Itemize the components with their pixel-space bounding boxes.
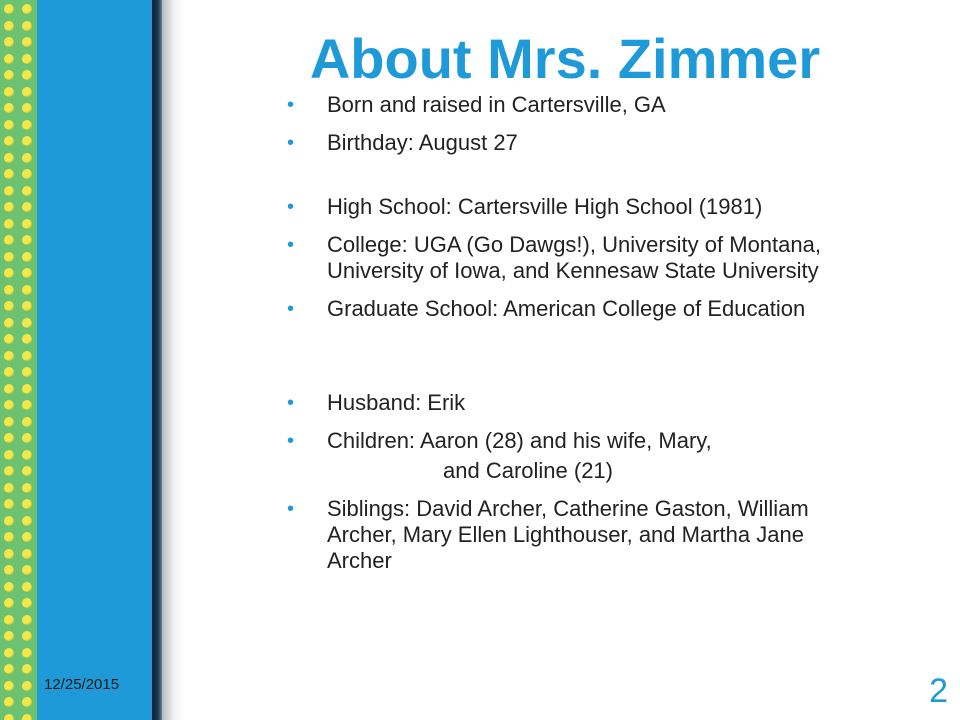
strip-dot [22,532,32,542]
strip-dot [4,648,14,658]
strip-dot [22,400,32,410]
children-continuation: and Caroline (21) [443,458,613,483]
strip-dot [22,367,32,377]
strip-dot [22,681,32,691]
slide-number: 2 [929,672,948,710]
strip-dot [22,70,32,80]
strip-dot [4,285,14,295]
strip-dot [4,87,14,97]
bullet-text: Graduate School: American College of Education [327,296,806,321]
bullet-icon: • [287,392,295,414]
strip-dot [4,70,14,80]
strip-dot [4,4,14,14]
strip-dot [22,219,32,229]
strip-dot [22,631,32,641]
strip-dot [22,334,32,344]
bullet-graduate-school [287,296,927,322]
bullet-text: Siblings: David Archer, Catherine Gaston, William Archer, Mary Ellen Lighthouser, and Martha Jane Archer [327,496,809,573]
strip-dot [22,565,32,575]
strip-dot [4,136,14,146]
bullet-high-school [287,194,927,220]
strip-dot [4,714,14,720]
bullet-children [287,428,927,454]
strip-dot [22,301,32,311]
strip-dot [22,54,32,64]
strip-dot [4,582,14,592]
strip-dot [4,433,14,443]
strip-dot [4,384,14,394]
strip-dot [4,697,14,707]
strip-dot [4,54,14,64]
strip-dot [22,582,32,592]
strip-dot [4,186,14,196]
strip-dot [22,103,32,113]
strip-dot [22,169,32,179]
strip-dot [22,466,32,476]
bullet-icon: • [287,94,295,116]
strip-dot [22,153,32,163]
bullet-text: High School: Cartersville High School (1981) [327,194,763,219]
strip-dot [4,631,14,641]
strip-dot [4,499,14,509]
strip-dot [22,136,32,146]
bullet-husband [287,390,927,416]
strip-dot [4,103,14,113]
strip-dot [22,384,32,394]
strip-dot [22,120,32,130]
spacer [287,334,927,390]
bullet-text: Birthday: August 27 [327,130,518,155]
strip-dot [22,648,32,658]
strip-dot [4,235,14,245]
strip-dot [22,450,32,460]
bullet-college [287,232,847,284]
panel-shadow [162,0,184,720]
strip-dot [22,714,32,720]
strip-dot [4,516,14,526]
spacer [287,168,927,194]
bullet-icon: • [287,298,295,320]
strip-dot [4,351,14,361]
strip-dot [4,565,14,575]
strip-dot [4,549,14,559]
strip-dot [22,615,32,625]
strip-dot [4,681,14,691]
strip-dot [22,268,32,278]
strip-dot [22,37,32,47]
strip-dot [22,285,32,295]
bullet-birthday [287,130,927,156]
strip-dot [4,219,14,229]
bullet-text: Children: Aaron (28) and his wife, Mary, [327,428,712,453]
strip-dot [22,697,32,707]
strip-dot [4,664,14,674]
strip-dot [4,598,14,608]
strip-dot [4,252,14,262]
bullet-icon: • [287,234,295,256]
strip-dot [4,318,14,328]
strip-dot [4,615,14,625]
bullet-icon: • [287,196,295,218]
bullet-text: Born and raised in Cartersville, GA [327,92,666,117]
bullet-list [287,92,927,586]
strip-dot [4,334,14,344]
slide-title: About Mrs. Zimmer [309,27,821,90]
strip-dot [4,120,14,130]
bullet-siblings [287,496,867,574]
strip-dot [22,433,32,443]
strip-dot [22,499,32,509]
strip-dot [4,301,14,311]
bullet-icon: • [287,430,295,452]
strip-dot [22,235,32,245]
strip-dot [4,400,14,410]
strip-dot [22,252,32,262]
strip-dot [4,483,14,493]
strip-dot [4,268,14,278]
strip-dot [22,417,32,427]
blue-side-panel [37,0,152,720]
bullet-icon: • [287,498,295,520]
strip-dot [4,367,14,377]
slide-date: 12/25/2015 [44,676,120,693]
strip-dot [22,516,32,526]
bullet-text: College: UGA (Go Dawgs!), University of Montana, University of Iowa, and Kennesaw State University [327,232,821,283]
strip-dot [22,186,32,196]
strip-dot [22,598,32,608]
bullet-icon: • [287,132,295,154]
strip-dot [22,318,32,328]
strip-dot [4,417,14,427]
strip-dot [22,351,32,361]
strip-dot [4,169,14,179]
strip-dot [4,153,14,163]
bullet-hometown [287,92,927,118]
strip-dot [22,549,32,559]
panel-dark-edge [152,0,162,720]
strip-dot [22,4,32,14]
strip-dot [22,664,32,674]
strip-dot [22,87,32,97]
strip-dot [4,21,14,31]
green-dotted-strip [0,0,37,720]
strip-dot [22,483,32,493]
strip-dot [22,21,32,31]
strip-dot [4,532,14,542]
strip-dot [4,37,14,47]
strip-dot [4,202,14,212]
strip-dot [22,202,32,212]
strip-dot [4,450,14,460]
strip-dot [4,466,14,476]
bullet-text: Husband: Erik [327,390,466,415]
